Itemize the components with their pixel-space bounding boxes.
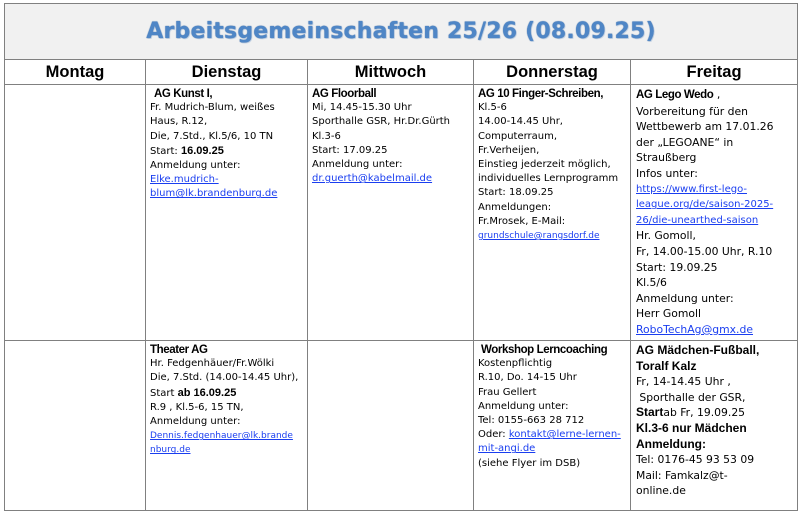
schedule-row-2 (5, 341, 798, 511)
ag-lego-email-link[interactable]: RoboTechAg@gmx.de (636, 322, 753, 336)
ag-lego-start: Start: 19.09.25 (636, 260, 718, 274)
workshop-registration: Anmeldung unter: (478, 400, 569, 412)
football-title-1: AG Mädchen-Fußball, (636, 343, 760, 357)
ag-floorball-place: Sporthalle GSR, Hr.Dr.Gürth (312, 116, 451, 128)
tuesday-cell-2 (146, 341, 308, 511)
football-class: Kl.3-6 nur Mädchen (636, 420, 747, 435)
theater-ag-title: Theater AG (150, 344, 208, 356)
page-title: Arbeitsgemeinschaften 25/26 (08.09.25) (146, 19, 656, 44)
football-place: Sporthalle der GSR, (636, 390, 746, 404)
thursday-cell-1 (474, 85, 631, 341)
workshop-email-link-2[interactable]: mit-angi.de (478, 443, 536, 455)
football-start-date: ab Fr, 19.09.25 (663, 406, 746, 420)
ag-lego-title-line (636, 87, 794, 104)
football-start-label: Start (636, 405, 664, 420)
day-monday: Montag (5, 60, 146, 85)
day-tuesday: Dienstag (146, 60, 308, 85)
theater-ag-teachers: Hr. Fedgenhäuer/Fr.Wölki (150, 358, 275, 370)
theater-ag-email-link-2[interactable]: nburg.de (150, 445, 191, 456)
ag-floorball-start: Start: 17.09.25 (312, 144, 388, 156)
ag-finger-time: 14.00-14.45 Uhr, (478, 116, 563, 128)
ag-finger-registration: Anmeldungen: (478, 201, 552, 213)
ag-lego-info: Infos unter: (636, 166, 698, 180)
workshop-cost: Kostenpflichtig (478, 358, 553, 370)
ag-lego-title: AG Lego Wedo (636, 89, 714, 101)
theater-ag-time: Die, 7.Std. (14.00-14.45 Uhr), (150, 372, 299, 384)
ag-lego-url-link-3[interactable]: 26/die-unearthed-saison (636, 214, 759, 226)
schedule-row-1 (5, 85, 798, 341)
day-wednesday: Mittwoch (308, 60, 474, 85)
ag-kunst-email-link-2[interactable]: blum@lk.brandenburg.de (150, 188, 278, 200)
ag-lego-line-2: Wettbewerb am 17.01.26 (636, 120, 774, 134)
ag-finger-teacher: Fr.Verheijen, (478, 144, 540, 156)
workshop-email-line (478, 428, 627, 442)
ag-lego-title-suffix: , (713, 88, 721, 101)
ag-lego-url-link-2[interactable]: league.org/de/saison-2025- (636, 199, 774, 211)
ag-finger-room: Computerraum, (478, 130, 558, 142)
wednesday-cell-1 (308, 85, 474, 341)
ag-lego-registration: Anmeldung unter: (636, 291, 734, 305)
ag-kunst-title: AG Kunst I, (154, 88, 213, 100)
friday-cell-1 (631, 85, 798, 341)
workshop-email-prefix: Oder: (478, 429, 509, 441)
football-title-2: Toralf Kalz (636, 358, 697, 373)
monday-cell-2 (5, 341, 146, 511)
friday-cell-2 (631, 341, 798, 511)
ag-finger-title: AG 10 Finger-Schreiben, (478, 88, 603, 100)
ag-floorball-class: Kl.3-6 (312, 130, 341, 142)
ag-kunst-room: Haus, R.12, (150, 116, 208, 128)
day-friday: Freitag (631, 60, 798, 85)
workshop-phone: Tel: 0155-663 28 712 (478, 415, 585, 427)
ag-kunst-teacher: Fr. Mudrich-Blum, weißes (150, 102, 275, 114)
day-header-row (5, 60, 798, 85)
football-start (636, 405, 794, 421)
ag-finger-class: Kl.5-6 (478, 102, 507, 114)
ag-schedule-table (4, 3, 798, 511)
ag-kunst-start-date: 16.09.25 (181, 144, 224, 157)
ag-lego-url-link-1[interactable]: https://www.first-lego- (636, 183, 747, 195)
ag-floorball-email-link[interactable]: dr.guerth@kabelmail.de (312, 173, 433, 185)
football-registration: Anmeldung: (636, 436, 706, 451)
ag-finger-start: Start: 18.09.25 (478, 187, 554, 199)
ag-kunst-registration: Anmeldung unter: (150, 160, 241, 172)
football-phone: Tel: 0176-45 93 53 09 (636, 453, 755, 467)
workshop-note: (siehe Flyer im DSB) (478, 457, 581, 469)
ag-finger-contact: Fr.Mrosek, E-Mail: (478, 215, 566, 227)
start-label: Start (150, 387, 178, 399)
workshop-teacher: Frau Gellert (478, 386, 537, 398)
theater-ag-start-date: ab 16.09.25 (177, 386, 237, 399)
monday-cell-1 (5, 85, 146, 341)
thursday-cell-2 (474, 341, 631, 511)
ag-lego-contact: Herr Gomoll (636, 307, 701, 321)
ag-finger-program: individuelles Lernprogramm (478, 173, 619, 185)
theater-ag-start (150, 386, 304, 401)
theater-ag-email-link-1[interactable]: Dennis.fedgenhauer@lk.brande (150, 431, 293, 442)
theater-ag-room: R.9 , Kl.5-6, 15 TN, (150, 401, 244, 413)
football-time: Fr, 14-14.45 Uhr , (636, 375, 731, 389)
tuesday-cell-1 (146, 85, 308, 341)
ag-finger-email-link[interactable]: grundschule@rangsdorf.de (478, 231, 600, 242)
workshop-title: Workshop Lerncoaching (481, 344, 608, 356)
ag-kunst-start (150, 144, 304, 159)
ag-lego-teacher: Hr. Gomoll, (636, 229, 696, 243)
theater-ag-registration: Anmeldung unter: (150, 416, 241, 428)
start-label: Start: (150, 145, 178, 157)
ag-kunst-email-link-1[interactable]: Elke.mudrich- (150, 174, 219, 186)
ag-lego-line-4: Straußberg (636, 151, 697, 165)
ag-lego-line-1: Vorbereitung für den (636, 104, 748, 118)
workshop-time: R.10, Do. 14-15 Uhr (478, 372, 577, 384)
football-mail-1: Mail: Famkalz@t- (636, 468, 728, 482)
ag-kunst-time: Die, 7.Std., Kl.5/6, 10 TN (150, 130, 274, 142)
ag-floorball-title: AG Floorball (312, 88, 377, 100)
ag-floorball-time: Mi, 14.45-15.30 Uhr (312, 102, 412, 114)
wednesday-cell-2 (308, 341, 474, 511)
ag-lego-time: Fr, 14.00-15.00 Uhr, R.10 (636, 244, 773, 258)
football-mail-2: online.de (636, 484, 686, 498)
ag-floorball-registration: Anmeldung unter: (312, 159, 403, 171)
ag-finger-entry: Einstieg jederzeit möglich, (478, 159, 611, 171)
workshop-email-link-1[interactable]: kontakt@lerne-lernen- (508, 429, 621, 441)
ag-lego-class: Kl.5/6 (636, 276, 667, 290)
title-cell (5, 4, 798, 60)
ag-lego-line-3: der „LEGOANE“ in (636, 135, 734, 149)
day-thursday: Donnerstag (474, 60, 631, 85)
